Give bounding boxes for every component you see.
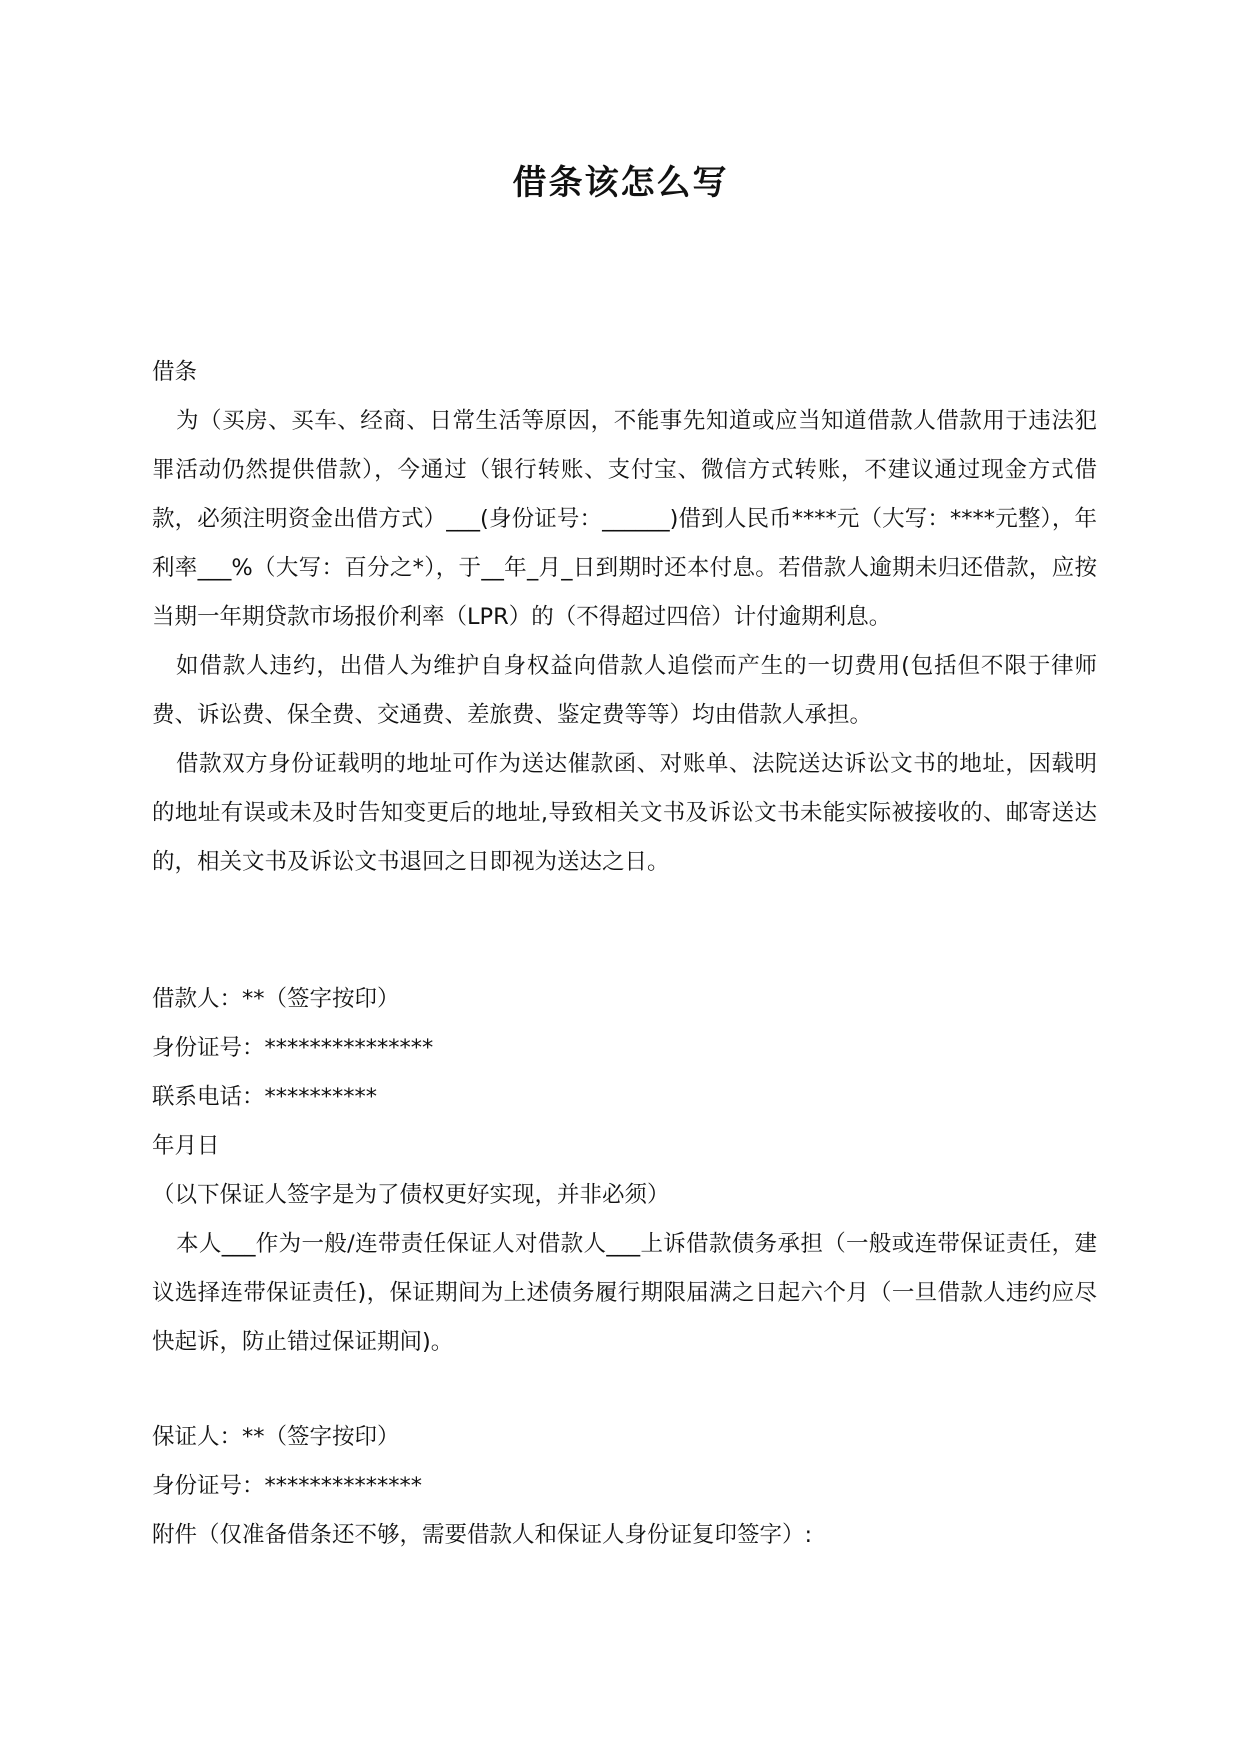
guarantor-signature-block [152,1413,1097,1560]
guarantor-id-line: 身份证号：************** [152,1473,423,1499]
guarantor-name-line: 保证人：**（签字按印） [152,1424,400,1450]
service-address-paragraph: 借款双方身份证载明的地址可作为送达催款函、对账单、法院送达诉讼文书的地址，因载明的地址有误或未及时告知变更后的地址,导致相关文书及诉讼文书未能实际被接收的、邮寄送达的，相关文书及诉讼文书退回之日即视为送达之日。 [152,751,1097,875]
borrower-date-line: 年月日 [152,1133,220,1159]
attachment-line: 附件（仅准备借条还不够，需要借款人和保证人身份证复印签字）: [152,1522,813,1548]
loan-note-body [152,348,1097,887]
borrower-name-line: 借款人：**（签字按印） [152,986,400,1012]
borrower-id-line: 身份证号：*************** [152,1035,434,1061]
borrower-phone-line: 联系电话：********** [152,1084,378,1110]
breach-costs-paragraph: 如借款人违约，出借人为维护自身权益向借款人追偿而产生的一切费用(包括但不限于律师费、诉讼费、保全费、交通费、差旅费、鉴定费等等）均由借款人承担。 [152,653,1097,728]
guarantee-note: （以下保证人签字是为了债权更好实现，并非必须） [152,1182,670,1208]
borrower-signature-block [152,975,1097,1367]
document-title: 借条该怎么写 [512,163,729,203]
guarantee-paragraph: 本人___作为一般/连带责任保证人对借款人___上诉借款债务承担（一般或连带保证责任，建议选择连带保证责任)，保证期间为上述债务履行期限届满之日起六个月（一旦借款人违约应尽快起诉，防止错过保证期间)。 [152,1231,1097,1355]
loan-terms-paragraph: 为（买房、买车、经商、日常生活等原因，不能事先知道或应当知道借款人借款用于违法犯罪活动仍然提供借款），今通过（银行转账、支付宝、微信方式转账，不建议通过现金方式借款，必须注明资金出借方式）___(身份证号：______)借到人民币****元（大写：****元整），年利率___%（大写：百分之*），于__年_月_日到期时还本付息。若借款人逾期未归还借款，应按当期一年期贷款市场报价利率（LPR）的（不得超过四倍）计付逾期利息。 [152,408,1097,630]
note-heading: 借条 [152,359,198,385]
